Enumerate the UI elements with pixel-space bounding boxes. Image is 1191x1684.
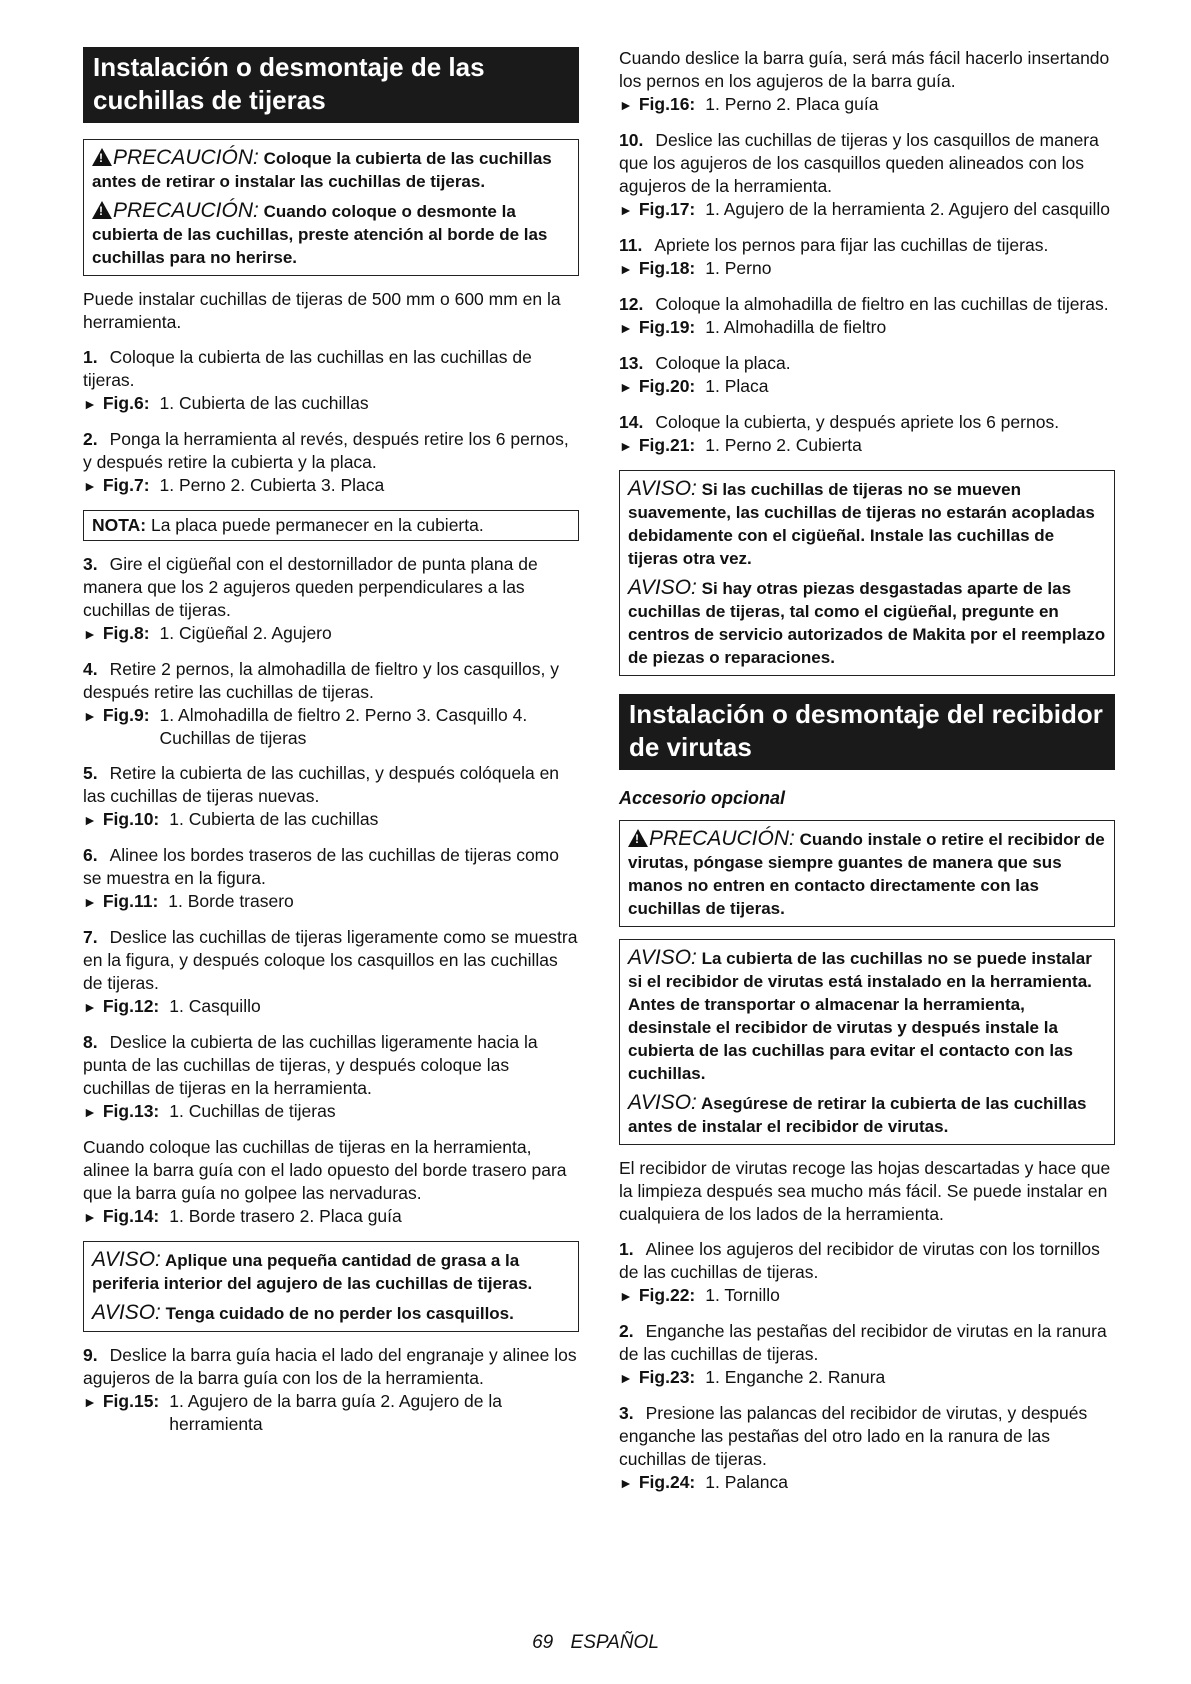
step-number: 1. <box>83 347 98 367</box>
figure-label: Fig.11: <box>102 891 159 911</box>
notice-2 <box>92 1301 570 1325</box>
arrow-right-icon: ► <box>619 1370 633 1386</box>
step-text: Enganche las pestañas del recibidor de virutas en la ranura de las cuchillas de tijeras. <box>619 1321 1107 1364</box>
arrow-right-icon: ► <box>619 1288 633 1304</box>
caution-tag: PRECAUCIÓN: <box>113 199 259 222</box>
figure-reference <box>83 704 579 750</box>
step-number: 3. <box>619 1403 634 1423</box>
arrow-right-icon: ► <box>83 999 97 1015</box>
notice-box <box>83 1241 579 1332</box>
figure-legend: 1. Cubierta de las cuchillas <box>159 393 369 413</box>
notice-box-2 <box>619 939 1115 1145</box>
paragraph-text: Cuando deslice la barra guía, será más fácil hacerlo insertando los pernos en los agujeros de la barra guía. <box>619 48 1110 91</box>
figure-legend: 1. Palanca <box>705 1472 788 1492</box>
step-number: 12. <box>619 294 644 314</box>
figure-legend: 1. Tornillo <box>705 1285 780 1305</box>
notice-2 <box>628 576 1106 669</box>
right-column <box>619 47 1115 1507</box>
chip-step-3 <box>619 1402 1115 1495</box>
notice-4 <box>628 1091 1106 1138</box>
step-text: Presione las palancas del recibidor de virutas, y después enganche las pestañas del otro lado en la ranura de las cuchillas de tijeras. <box>619 1403 1088 1469</box>
figure-reference <box>83 1390 579 1436</box>
figure-legend: 1. Perno 2. Placa guía <box>705 94 879 114</box>
arrow-right-icon: ► <box>83 894 97 910</box>
arrow-right-icon: ► <box>619 320 633 336</box>
figure-legend: 1. Perno 2. Cubierta <box>705 435 862 455</box>
arrow-right-icon: ► <box>83 396 97 412</box>
figure-reference <box>83 1205 579 1229</box>
step-10 <box>619 129 1115 222</box>
note-tag: NOTA: <box>92 515 147 535</box>
warning-triangle-icon <box>628 829 648 847</box>
footer-language: ESPAÑOL <box>570 1632 659 1653</box>
notice-tag: AVISO: <box>628 1091 697 1114</box>
figure-label: Fig.17: <box>638 199 696 219</box>
step-11 <box>619 234 1115 281</box>
step-number: 1. <box>619 1239 634 1259</box>
caution-box <box>83 139 579 276</box>
figure-reference <box>619 1471 1115 1495</box>
step-number: 3. <box>83 554 98 574</box>
notice-tag: AVISO: <box>628 946 697 969</box>
notice-tag: AVISO: <box>628 477 697 500</box>
guide-bar-tip <box>619 47 1115 117</box>
arrow-right-icon: ► <box>619 379 633 395</box>
warning-triangle-icon <box>92 148 112 166</box>
step-text: Alinee los agujeros del recibidor de virutas con los tornillos de las cuchillas de tijeras. <box>619 1239 1100 1282</box>
step-number: 8. <box>83 1032 98 1052</box>
step-text: Coloque la cubierta, y después apriete los 6 pernos. <box>655 412 1060 432</box>
figure-legend: 1. Agujero de la herramienta 2. Agujero del casquillo <box>705 199 1110 219</box>
caution-2 <box>92 199 570 269</box>
step-number: 14. <box>619 412 644 432</box>
step-number: 13. <box>619 353 644 373</box>
figure-legend: 1. Almohadilla de fieltro 2. Perno 3. Casquillo 4. Cuchillas de tijeras <box>159 705 528 748</box>
step-number: 4. <box>83 659 98 679</box>
caution-1 <box>92 146 570 193</box>
arrow-right-icon: ► <box>619 438 633 454</box>
caution-tag: PRECAUCIÓN: <box>649 827 795 850</box>
notice-text: Aplique una pequeña cantidad de grasa a la periferia interior del agujero de las cuchillas de tijeras. <box>92 1251 533 1293</box>
figure-label: Fig.16: <box>638 94 696 114</box>
step-number: 6. <box>83 845 98 865</box>
arrow-right-icon: ► <box>83 812 97 828</box>
warning-triangle-icon <box>92 201 112 219</box>
figure-reference <box>619 375 1115 399</box>
chip-step-2 <box>619 1320 1115 1390</box>
figure-reference <box>619 257 1115 281</box>
caution-1 <box>628 827 1106 920</box>
notice-tag: AVISO: <box>92 1248 161 1271</box>
caution-text: Coloque la cubierta de las cuchillas antes de retirar o instalar las cuchillas de tijeras. <box>92 149 552 191</box>
figure-label: Fig.13: <box>102 1101 160 1121</box>
arrow-right-icon: ► <box>83 708 97 724</box>
figure-reference <box>83 1100 579 1124</box>
figure-legend: 1. Casquillo <box>169 996 261 1016</box>
figure-reference <box>619 316 1115 340</box>
step-text: Retire 2 pernos, la almohadilla de fieltro y los casquillos, y después retire las cuchillas de tijeras. <box>83 659 559 702</box>
figure-label: Fig.15: <box>102 1391 160 1411</box>
caution-text: Cuando instale o retire el recibidor de virutas, póngase siempre guantes de manera que sus manos no entren en contacto directamente con las cuchillas de tijeras. <box>628 830 1105 918</box>
notice-1 <box>92 1248 570 1295</box>
step-number: 5. <box>83 763 98 783</box>
arrow-right-icon: ► <box>83 626 97 642</box>
figure-label: Fig.10: <box>102 809 160 829</box>
step-text: Deslice las cuchillas de tijeras y los casquillos de manera que los agujeros de los casquillos queden alineados con los agujeros de la herramienta. <box>619 130 1099 196</box>
step-13 <box>619 352 1115 399</box>
notice-1 <box>628 477 1106 570</box>
figure-legend: 1. Placa <box>705 376 769 396</box>
figure-label: Fig.22: <box>638 1285 696 1305</box>
figure-reference <box>83 995 579 1019</box>
figure-legend: 1. Cubierta de las cuchillas <box>169 809 379 829</box>
figure-legend: 1. Almohadilla de fieltro <box>705 317 887 337</box>
arrow-right-icon: ► <box>619 1475 633 1491</box>
intro-paragraph: Puede instalar cuchillas de tijeras de 500 mm o 600 mm en la herramienta. <box>83 289 561 332</box>
figure-label: Fig.23: <box>638 1367 696 1387</box>
figure-label: Fig.21: <box>638 435 696 455</box>
notice-text: Si hay otras piezas desgastadas aparte de las cuchillas de tijeras, tal como el cigüeñal, pregunte en centros de servicio autorizados de Makita por el reemplazo de piezas o reparaciones. <box>628 579 1106 667</box>
step-text: Coloque la cubierta de las cuchillas en las cuchillas de tijeras. <box>83 347 532 390</box>
caution-text: Cuando coloque o desmonte la cubierta de las cuchillas, preste atención al borde de las cuchillas para no herirse. <box>92 202 548 267</box>
step-1 <box>83 346 579 416</box>
figure-reference <box>619 434 1115 458</box>
caution-tag: PRECAUCIÓN: <box>113 146 259 169</box>
chip-receiver-paragraph: El recibidor de virutas recoge las hojas descartadas y hace que la limpieza después sea mucho más fácil. Se puede instalar en cualquiera de los lados de la herramienta. <box>619 1158 1111 1224</box>
step-14 <box>619 411 1115 458</box>
arrow-right-icon: ► <box>83 1394 97 1410</box>
figure-label: Fig.6: <box>102 393 150 413</box>
figure-reference <box>83 890 579 914</box>
figure-reference <box>619 1284 1115 1308</box>
arrow-right-icon: ► <box>83 1209 97 1225</box>
figure-legend: 1. Perno 2. Cubierta 3. Placa <box>159 475 385 495</box>
notice-tag: AVISO: <box>92 1301 161 1324</box>
caution-box <box>619 820 1115 927</box>
notice-text: Asegúrese de retirar la cubierta de las cuchillas antes de instalar el recibidor de virutas. <box>628 1094 1087 1136</box>
step-text: Apriete los pernos para fijar las cuchillas de tijeras. <box>654 235 1049 255</box>
figure-label: Fig.8: <box>102 623 150 643</box>
figure-reference <box>619 93 1115 117</box>
step-text: Ponga la herramienta al revés, después retire los 6 pernos, y después retire la cubierta y la placa. <box>83 429 569 472</box>
step-4 <box>83 658 579 750</box>
step-text: Retire la cubierta de las cuchillas, y después colóquela en las cuchillas de tijeras nuevas. <box>83 763 560 806</box>
note-text: La placa puede permanecer en la cubierta. <box>150 515 484 535</box>
step-number: 10. <box>619 130 644 150</box>
figure-label: Fig.24: <box>638 1472 696 1492</box>
page-number: 69 <box>532 1632 554 1653</box>
arrow-right-icon: ► <box>83 478 97 494</box>
figure-reference <box>83 622 579 646</box>
figure-label: Fig.14: <box>102 1206 160 1226</box>
step-6 <box>83 844 579 914</box>
figure-reference <box>83 808 579 832</box>
step-12 <box>619 293 1115 340</box>
notice-3 <box>628 946 1106 1085</box>
figure-legend: 1. Perno <box>705 258 772 278</box>
figure-label: Fig.20: <box>638 376 696 396</box>
figure-legend: 1. Borde trasero <box>168 891 294 911</box>
subtitle: Accesorio opcional <box>619 788 786 808</box>
step-7 <box>83 926 579 1019</box>
figure-reference <box>83 474 579 498</box>
figure-label: Fig.9: <box>102 705 150 725</box>
arrow-right-icon: ► <box>619 202 633 218</box>
left-column <box>83 47 579 1448</box>
step-number: 7. <box>83 927 98 947</box>
step-number: 2. <box>83 429 98 449</box>
figure-reference <box>619 198 1115 222</box>
step-3 <box>83 553 579 646</box>
notice-box <box>619 470 1115 676</box>
section-title-2: Instalación o desmontaje del recibidor de virutas <box>619 694 1115 770</box>
figure-reference <box>83 392 579 416</box>
step-text: Coloque la placa. <box>655 353 791 373</box>
step-text: Deslice la cubierta de las cuchillas ligeramente hacia la punta de las cuchillas de tijeras, y después coloque las cuchillas de tijeras en la herramienta. <box>83 1032 538 1098</box>
paragraph-text: Cuando coloque las cuchillas de tijeras en la herramienta, alinee la barra guía con el lado opuesto del borde trasero para que la barra guía no golpee las nervaduras. <box>83 1137 567 1203</box>
step-number: 2. <box>619 1321 634 1341</box>
step-number: 11. <box>619 235 643 255</box>
step-number: 9. <box>83 1345 98 1365</box>
notice-tag: AVISO: <box>628 576 697 599</box>
notice-text: Si las cuchillas de tijeras no se mueven suavemente, las cuchillas de tijeras no estarán acopladas debidamente con el cigüeñal. Instale las cuchillas de tijeras otra vez. <box>628 480 1095 568</box>
step-text: Alinee los bordes traseros de las cuchillas de tijeras como se muestra en la figura. <box>83 845 559 888</box>
figure-label: Fig.19: <box>638 317 696 337</box>
step-text: Deslice las cuchillas de tijeras ligeramente como se muestra en la figura, y después coloque los casquillos en las cuchillas de tijeras. <box>83 927 578 993</box>
figure-reference <box>619 1366 1115 1390</box>
step-text: Gire el cigüeñal con el destornillador de punta plana de manera que los 2 agujeros queden perpendiculares a las cuchillas de tijeras. <box>83 554 538 620</box>
figure-legend: 1. Enganche 2. Ranura <box>705 1367 886 1387</box>
step-text: Deslice la barra guía hacia el lado del engranaje y alinee los agujeros de la barra guía con los de la herramienta. <box>83 1345 577 1388</box>
figure-legend: 1. Cuchillas de tijeras <box>169 1101 336 1121</box>
step-5 <box>83 762 579 832</box>
arrow-right-icon: ► <box>619 97 633 113</box>
arrow-right-icon: ► <box>619 261 633 277</box>
figure-legend: 1. Cigüeñal 2. Agujero <box>159 623 332 643</box>
figure-label: Fig.18: <box>638 258 696 278</box>
step-9 <box>83 1344 579 1436</box>
step-8 <box>83 1031 579 1124</box>
arrow-right-icon: ► <box>83 1104 97 1120</box>
note-box <box>83 510 579 541</box>
section-title: Instalación o desmontaje de las cuchillas de tijeras <box>83 47 579 123</box>
guide-bar-paragraph <box>83 1136 579 1229</box>
chip-step-1 <box>619 1238 1115 1308</box>
figure-legend: 1. Borde trasero 2. Placa guía <box>169 1206 402 1226</box>
page-footer <box>0 1632 1191 1654</box>
figure-label: Fig.7: <box>102 475 150 495</box>
step-2 <box>83 428 579 498</box>
figure-label: Fig.12: <box>102 996 160 1016</box>
figure-legend: 1. Agujero de la barra guía 2. Agujero de la herramienta <box>169 1391 503 1434</box>
notice-text: Tenga cuidado de no perder los casquillos. <box>165 1304 514 1323</box>
step-text: Coloque la almohadilla de fieltro en las cuchillas de tijeras. <box>655 294 1109 314</box>
notice-text: La cubierta de las cuchillas no se puede instalar si el recibidor de virutas está instalado en la herramienta. Antes de transportar o almacenar la herramienta, desinstale el recibidor de virutas y después instale la cubierta de las cuchillas para evitar el contacto con las cuchillas. <box>628 949 1092 1083</box>
